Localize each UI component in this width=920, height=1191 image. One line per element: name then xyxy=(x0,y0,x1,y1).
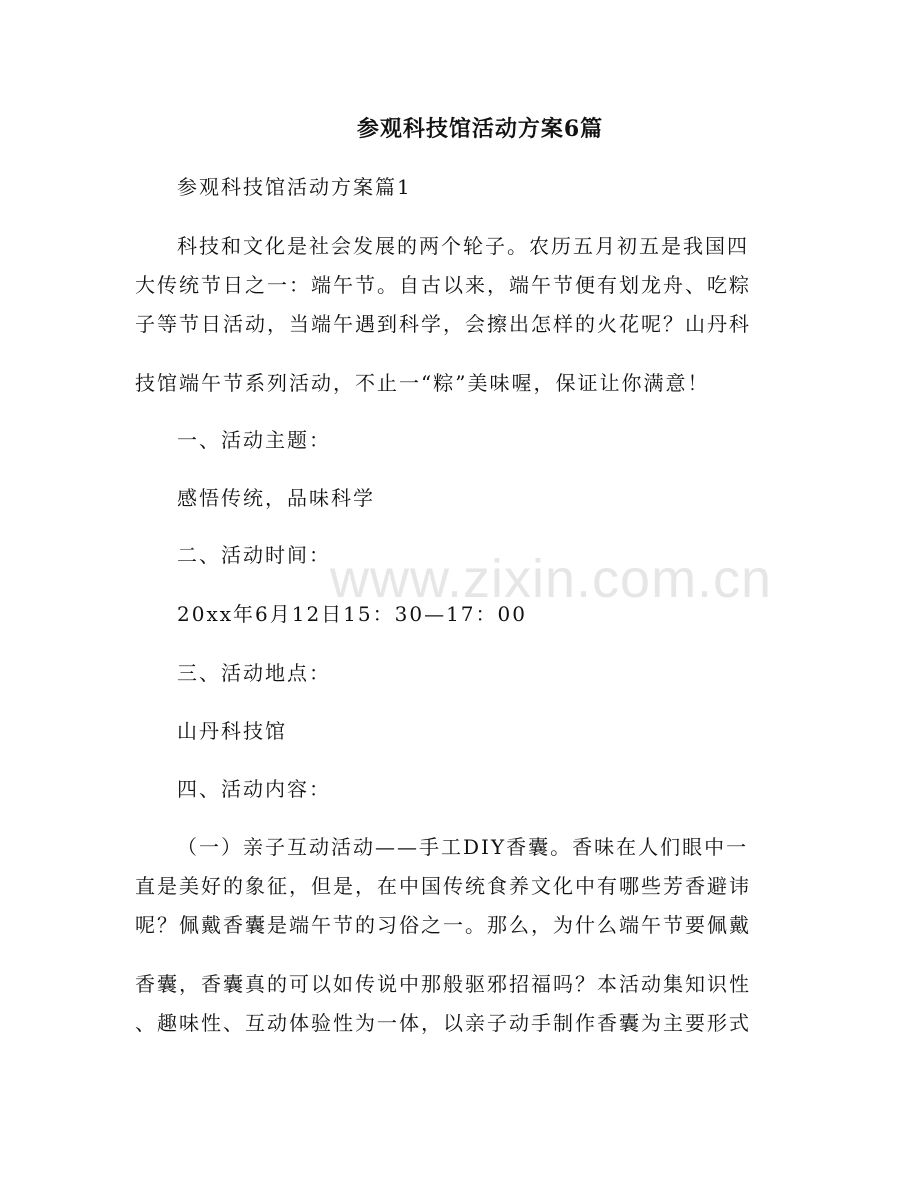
content-line-4: 香囊，香囊真的可以如传说中那般驱邪招福吗？本活动集知识性 xyxy=(135,972,751,996)
intro-line-1: 科技和文化是社会发展的两个轮子。农历五月初五是我国四 xyxy=(177,234,749,258)
place-heading: 三、活动地点： xyxy=(177,661,331,685)
place-value: 山丹科技馆 xyxy=(177,719,287,743)
content-line-5: 、趣味性、互动体验性为一体，以亲子动手制作香囊为主要形式 xyxy=(135,1011,751,1035)
intro-line-4: 技馆端午节系列活动，不止一“粽”美味喔，保证让你满意！ xyxy=(135,371,710,395)
intro-line-2: 大传统节日之一：端午节。自古以来，端午节便有划龙舟、吃粽 xyxy=(135,273,751,297)
content-line-3: 呢？佩戴香囊是端午节的习俗之一。那么，为什么端午节要佩戴 xyxy=(135,913,751,937)
watermark: www.zixin.com.cn xyxy=(330,549,773,609)
document-title: 参观科技馆活动方案6篇 xyxy=(356,116,604,142)
content-line-1: （一）亲子互动活动——手工DIY香囊。香味在人们眼中一 xyxy=(177,835,749,859)
theme-value: 感悟传统，品味科学 xyxy=(177,486,375,510)
content-line-2: 直是美好的象征，但是，在中国传统食养文化中有哪些芳香避讳 xyxy=(135,874,751,898)
theme-heading: 一、活动主题： xyxy=(177,428,331,452)
intro-line-3: 子等节日活动，当端午遇到科学，会擦出怎样的火花呢？山丹科 xyxy=(135,312,751,336)
content-heading: 四、活动内容： xyxy=(177,777,331,801)
time-value: 20xx年6月12日15：30—17：00 xyxy=(177,602,527,626)
time-heading: 二、活动时间： xyxy=(177,543,331,567)
section-heading: 参观科技馆活动方案篇1 xyxy=(177,175,412,199)
